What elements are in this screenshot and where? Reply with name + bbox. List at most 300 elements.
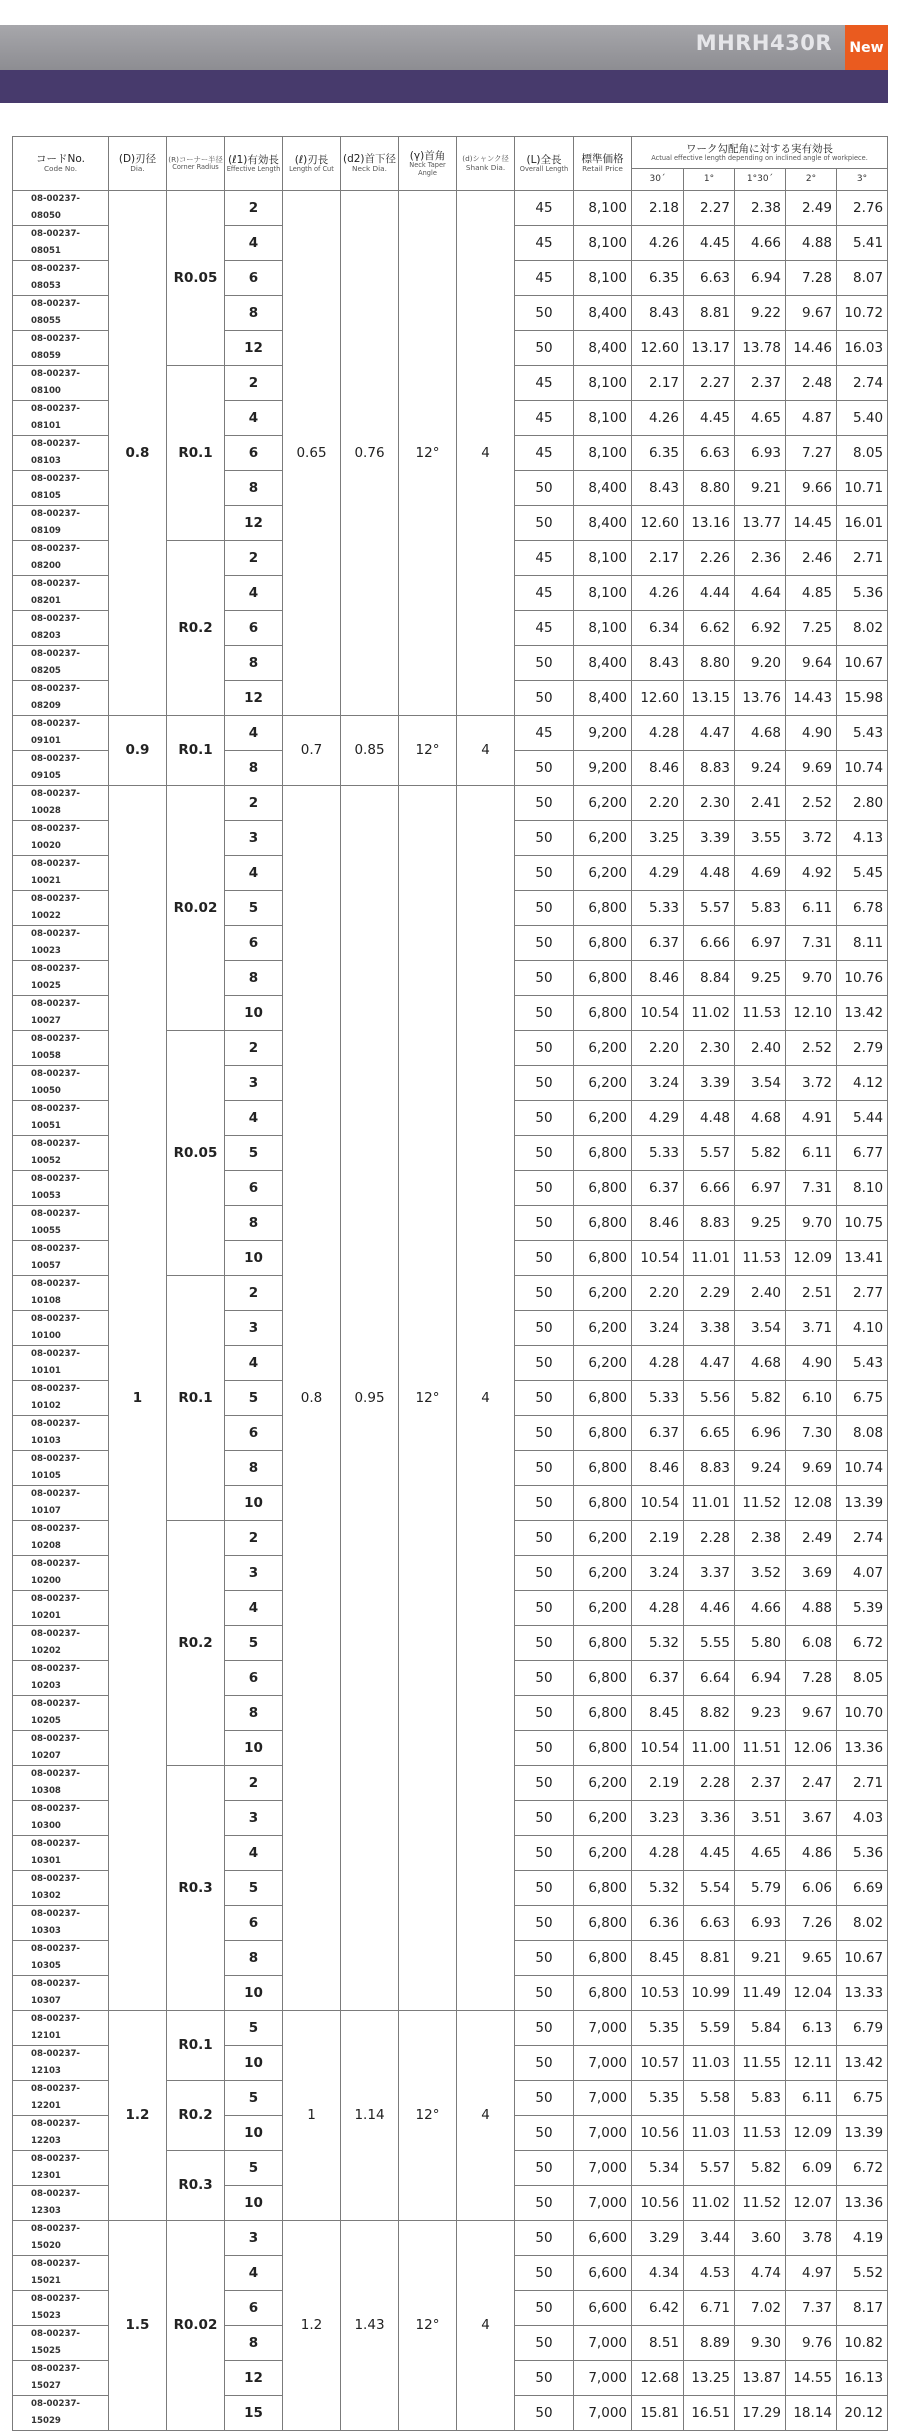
angle-value-cell: 16.51 xyxy=(684,2396,735,2431)
angle-value-cell: 6.34 xyxy=(632,611,684,646)
eff-length-cell: 8 xyxy=(225,296,283,331)
eff-length-cell: 2 xyxy=(225,541,283,576)
angle-value-cell: 12.09 xyxy=(786,1241,837,1276)
cut-length-cell: 0.65 xyxy=(283,191,341,716)
price-cell: 6,200 xyxy=(574,821,632,856)
angle-value-cell: 13.25 xyxy=(684,2361,735,2396)
angle-value-cell: 11.49 xyxy=(735,1976,786,2011)
table-body xyxy=(13,191,888,2431)
code-cell: 08-00237-15020 xyxy=(13,2221,109,2256)
angle-value-cell: 5.57 xyxy=(684,2151,735,2186)
price-cell: 6,800 xyxy=(574,1731,632,1766)
code-cell: 08-00237-10058 xyxy=(13,1031,109,1066)
overall-length-cell: 45 xyxy=(515,716,574,751)
angle-value-cell: 11.02 xyxy=(684,2186,735,2221)
price-cell: 6,200 xyxy=(574,1766,632,1801)
overall-length-cell: 50 xyxy=(515,681,574,716)
angle-value-cell: 9.23 xyxy=(735,1696,786,1731)
angle-value-cell: 8.84 xyxy=(684,961,735,996)
angle-value-cell: 4.91 xyxy=(786,1101,837,1136)
angle-value-cell: 4.26 xyxy=(632,226,684,261)
cut-length-cell: 0.8 xyxy=(283,786,341,2011)
eff-length-cell: 5 xyxy=(225,891,283,926)
overall-length-cell: 50 xyxy=(515,786,574,821)
angle-value-cell: 3.38 xyxy=(684,1311,735,1346)
overall-length-cell: 50 xyxy=(515,2361,574,2396)
price-cell: 8,100 xyxy=(574,191,632,226)
overall-length-cell: 50 xyxy=(515,471,574,506)
eff-length-cell: 3 xyxy=(225,1556,283,1591)
angle-value-cell: 4.03 xyxy=(837,1801,888,1836)
angle-value-cell: 7.31 xyxy=(786,926,837,961)
angle-value-cell: 16.03 xyxy=(837,331,888,366)
price-cell: 7,000 xyxy=(574,2046,632,2081)
angle-value-cell: 14.55 xyxy=(786,2361,837,2396)
price-cell: 7,000 xyxy=(574,2396,632,2431)
angle-value-cell: 2.20 xyxy=(632,1031,684,1066)
price-cell: 6,800 xyxy=(574,1416,632,1451)
angle-value-cell: 2.18 xyxy=(632,191,684,226)
overall-length-cell: 50 xyxy=(515,2326,574,2361)
price-cell: 8,100 xyxy=(574,611,632,646)
eff-length-cell: 3 xyxy=(225,1066,283,1101)
angle-value-cell: 6.92 xyxy=(735,611,786,646)
angle-value-cell: 6.37 xyxy=(632,926,684,961)
price-cell: 8,100 xyxy=(574,436,632,471)
angle-value-cell: 2.76 xyxy=(837,191,888,226)
code-cell: 08-00237-10028 xyxy=(13,786,109,821)
col-dia: (D)刃径 Dia. xyxy=(109,137,167,191)
overall-length-cell: 50 xyxy=(515,1311,574,1346)
price-cell: 6,800 xyxy=(574,996,632,1031)
neck-dia-cell: 0.76 xyxy=(341,191,399,716)
angle-value-cell: 3.78 xyxy=(786,2221,837,2256)
overall-length-cell: 50 xyxy=(515,2221,574,2256)
table-row xyxy=(13,716,888,751)
price-cell: 6,800 xyxy=(574,1661,632,1696)
eff-length-cell: 6 xyxy=(225,1171,283,1206)
dia-cell: 1 xyxy=(109,786,167,2011)
angle-value-cell: 4.45 xyxy=(684,226,735,261)
price-cell: 6,200 xyxy=(574,1801,632,1836)
angle-value-cell: 8.80 xyxy=(684,646,735,681)
col-price: 標準価格 Retail Price xyxy=(574,137,632,191)
price-cell: 6,200 xyxy=(574,1066,632,1101)
angle-2deg: 2° xyxy=(786,169,837,191)
eff-length-cell: 12 xyxy=(225,681,283,716)
angle-value-cell: 10.67 xyxy=(837,646,888,681)
angle-value-cell: 3.54 xyxy=(735,1311,786,1346)
price-cell: 6,800 xyxy=(574,1871,632,1906)
code-cell: 08-00237-12301 xyxy=(13,2151,109,2186)
angle-value-cell: 17.29 xyxy=(735,2396,786,2431)
angle-value-cell: 15.98 xyxy=(837,681,888,716)
code-cell: 08-00237-10208 xyxy=(13,1521,109,1556)
angle-value-cell: 5.36 xyxy=(837,576,888,611)
angle-value-cell: 8.83 xyxy=(684,751,735,786)
code-cell: 08-00237-10202 xyxy=(13,1626,109,1661)
angle-value-cell: 6.13 xyxy=(786,2011,837,2046)
overall-length-cell: 50 xyxy=(515,2011,574,2046)
code-cell: 08-00237-10108 xyxy=(13,1276,109,1311)
angle-value-cell: 4.87 xyxy=(786,401,837,436)
price-cell: 6,800 xyxy=(574,1696,632,1731)
angle-value-cell: 6.77 xyxy=(837,1136,888,1171)
angle-value-cell: 2.71 xyxy=(837,1766,888,1801)
overall-length-cell: 50 xyxy=(515,926,574,961)
col-overall: (L)全長 Overall Length xyxy=(515,137,574,191)
price-cell: 6,200 xyxy=(574,1521,632,1556)
overall-length-cell: 50 xyxy=(515,1066,574,1101)
angle-value-cell: 2.27 xyxy=(684,366,735,401)
angle-value-cell: 8.46 xyxy=(632,751,684,786)
code-cell: 08-00237-10027 xyxy=(13,996,109,1031)
radius-cell: R0.05 xyxy=(167,1031,225,1276)
angle-value-cell: 4.68 xyxy=(735,716,786,751)
angle-30min: 30´ xyxy=(632,169,684,191)
angle-value-cell: 2.19 xyxy=(632,1766,684,1801)
code-cell: 08-00237-10203 xyxy=(13,1661,109,1696)
angle-value-cell: 5.41 xyxy=(837,226,888,261)
angle-value-cell: 8.11 xyxy=(837,926,888,961)
angle-value-cell: 3.37 xyxy=(684,1556,735,1591)
code-cell: 08-00237-12101 xyxy=(13,2011,109,2046)
price-cell: 6,200 xyxy=(574,1556,632,1591)
price-cell: 6,600 xyxy=(574,2256,632,2291)
angle-value-cell: 6.78 xyxy=(837,891,888,926)
angle-value-cell: 2.17 xyxy=(632,366,684,401)
eff-length-cell: 2 xyxy=(225,1276,283,1311)
eff-length-cell: 6 xyxy=(225,1906,283,1941)
neck-dia-cell: 0.85 xyxy=(341,716,399,786)
price-cell: 6,800 xyxy=(574,1381,632,1416)
eff-length-cell: 6 xyxy=(225,1661,283,1696)
overall-length-cell: 50 xyxy=(515,1871,574,1906)
angle-value-cell: 4.48 xyxy=(684,1101,735,1136)
radius-cell: R0.3 xyxy=(167,1766,225,2011)
price-cell: 8,400 xyxy=(574,331,632,366)
code-cell: 08-00237-08101 xyxy=(13,401,109,436)
angle-value-cell: 5.45 xyxy=(837,856,888,891)
eff-length-cell: 4 xyxy=(225,716,283,751)
angle-value-cell: 12.07 xyxy=(786,2186,837,2221)
price-cell: 6,600 xyxy=(574,2291,632,2326)
dia-cell: 0.9 xyxy=(109,716,167,786)
overall-length-cell: 45 xyxy=(515,226,574,261)
col-eff: (ℓ1)有効長 Effective Length xyxy=(225,137,283,191)
angle-value-cell: 6.35 xyxy=(632,436,684,471)
eff-length-cell: 2 xyxy=(225,1031,283,1066)
price-cell: 6,200 xyxy=(574,1031,632,1066)
angle-value-cell: 2.38 xyxy=(735,1521,786,1556)
angle-value-cell: 14.45 xyxy=(786,506,837,541)
angle-value-cell: 6.97 xyxy=(735,1171,786,1206)
angle-value-cell: 10.71 xyxy=(837,471,888,506)
angle-value-cell: 8.89 xyxy=(684,2326,735,2361)
angle-value-cell: 3.72 xyxy=(786,1066,837,1101)
angle-value-cell: 6.11 xyxy=(786,2081,837,2116)
angle-value-cell: 9.30 xyxy=(735,2326,786,2361)
angle-value-cell: 5.56 xyxy=(684,1381,735,1416)
angle-value-cell: 6.71 xyxy=(684,2291,735,2326)
angle-value-cell: 8.17 xyxy=(837,2291,888,2326)
angle-value-cell: 12.60 xyxy=(632,681,684,716)
angle-value-cell: 6.75 xyxy=(837,2081,888,2116)
angle-value-cell: 2.28 xyxy=(684,1521,735,1556)
shank-dia-cell: 4 xyxy=(457,2011,515,2221)
angle-value-cell: 8.81 xyxy=(684,296,735,331)
overall-length-cell: 50 xyxy=(515,1556,574,1591)
col-code: コードNo. Code No. xyxy=(13,137,109,191)
angle-value-cell: 12.60 xyxy=(632,506,684,541)
code-cell: 08-00237-10100 xyxy=(13,1311,109,1346)
angle-value-cell: 7.37 xyxy=(786,2291,837,2326)
angle-value-cell: 5.57 xyxy=(684,1136,735,1171)
code-cell: 08-00237-08059 xyxy=(13,331,109,366)
angle-value-cell: 11.00 xyxy=(684,1731,735,1766)
angle-value-cell: 4.86 xyxy=(786,1836,837,1871)
angle-value-cell: 13.41 xyxy=(837,1241,888,1276)
angle-value-cell: 3.55 xyxy=(735,821,786,856)
angle-value-cell: 6.94 xyxy=(735,261,786,296)
shank-dia-cell: 4 xyxy=(457,191,515,716)
angle-value-cell: 4.48 xyxy=(684,856,735,891)
neck-dia-cell: 1.43 xyxy=(341,2221,399,2431)
price-cell: 6,200 xyxy=(574,1591,632,1626)
eff-length-cell: 6 xyxy=(225,1416,283,1451)
col-neck: (d2)首下径 Neck Dia. xyxy=(341,137,399,191)
overall-length-cell: 45 xyxy=(515,436,574,471)
angle-value-cell: 10.54 xyxy=(632,1731,684,1766)
angle-value-cell: 13.78 xyxy=(735,331,786,366)
eff-length-cell: 10 xyxy=(225,1241,283,1276)
angle-value-cell: 9.69 xyxy=(786,751,837,786)
angle-value-cell: 4.65 xyxy=(735,401,786,436)
code-cell: 08-00237-08209 xyxy=(13,681,109,716)
angle-value-cell: 4.19 xyxy=(837,2221,888,2256)
code-cell: 08-00237-10105 xyxy=(13,1451,109,1486)
angle-value-cell: 11.55 xyxy=(735,2046,786,2081)
angle-value-cell: 2.30 xyxy=(684,786,735,821)
overall-length-cell: 50 xyxy=(515,2081,574,2116)
angle-value-cell: 3.54 xyxy=(735,1066,786,1101)
code-cell: 08-00237-10055 xyxy=(13,1206,109,1241)
angle-value-cell: 4.88 xyxy=(786,226,837,261)
angle-value-cell: 4.46 xyxy=(684,1591,735,1626)
code-cell: 08-00237-10103 xyxy=(13,1416,109,1451)
angle-value-cell: 3.24 xyxy=(632,1066,684,1101)
price-cell: 8,100 xyxy=(574,226,632,261)
price-cell: 8,400 xyxy=(574,681,632,716)
code-cell: 08-00237-15023 xyxy=(13,2291,109,2326)
code-cell: 08-00237-10302 xyxy=(13,1871,109,1906)
angle-value-cell: 8.46 xyxy=(632,961,684,996)
price-cell: 6,800 xyxy=(574,1451,632,1486)
angle-value-cell: 3.25 xyxy=(632,821,684,856)
angle-value-cell: 3.72 xyxy=(786,821,837,856)
radius-cell: R0.2 xyxy=(167,1521,225,1766)
angle-value-cell: 2.51 xyxy=(786,1276,837,1311)
price-cell: 8,400 xyxy=(574,506,632,541)
taper-angle-cell: 12° xyxy=(399,191,457,716)
angle-value-cell: 4.66 xyxy=(735,1591,786,1626)
angle-value-cell: 4.68 xyxy=(735,1101,786,1136)
angle-value-cell: 5.43 xyxy=(837,716,888,751)
code-cell: 08-00237-10101 xyxy=(13,1346,109,1381)
angle-value-cell: 12.08 xyxy=(786,1486,837,1521)
angle-value-cell: 2.48 xyxy=(786,366,837,401)
angle-value-cell: 5.33 xyxy=(632,891,684,926)
angle-value-cell: 4.28 xyxy=(632,1836,684,1871)
angle-value-cell: 4.13 xyxy=(837,821,888,856)
radius-cell: R0.05 xyxy=(167,191,225,366)
angle-value-cell: 6.97 xyxy=(735,926,786,961)
angle-value-cell: 2.37 xyxy=(735,1766,786,1801)
angle-value-cell: 9.24 xyxy=(735,751,786,786)
angle-value-cell: 5.55 xyxy=(684,1626,735,1661)
eff-length-cell: 6 xyxy=(225,436,283,471)
price-cell: 6,800 xyxy=(574,1171,632,1206)
eff-length-cell: 6 xyxy=(225,261,283,296)
angle-value-cell: 11.53 xyxy=(735,996,786,1031)
eff-length-cell: 4 xyxy=(225,226,283,261)
angle-value-cell: 10.56 xyxy=(632,2116,684,2151)
angle-value-cell: 2.20 xyxy=(632,786,684,821)
overall-length-cell: 50 xyxy=(515,1661,574,1696)
overall-length-cell: 50 xyxy=(515,2151,574,2186)
angle-value-cell: 7.28 xyxy=(786,1661,837,1696)
price-cell: 6,800 xyxy=(574,926,632,961)
overall-length-cell: 50 xyxy=(515,1766,574,1801)
angle-value-cell: 2.46 xyxy=(786,541,837,576)
angle-value-cell: 4.45 xyxy=(684,401,735,436)
angle-value-cell: 6.65 xyxy=(684,1416,735,1451)
angle-value-cell: 2.37 xyxy=(735,366,786,401)
angle-value-cell: 13.39 xyxy=(837,1486,888,1521)
angle-value-cell: 3.39 xyxy=(684,1066,735,1101)
angle-value-cell: 13.77 xyxy=(735,506,786,541)
angle-value-cell: 13.33 xyxy=(837,1976,888,2011)
angle-value-cell: 8.02 xyxy=(837,1906,888,1941)
angle-value-cell: 5.58 xyxy=(684,2081,735,2116)
code-cell: 08-00237-10300 xyxy=(13,1801,109,1836)
angle-value-cell: 11.02 xyxy=(684,996,735,1031)
price-cell: 7,000 xyxy=(574,2116,632,2151)
overall-length-cell: 50 xyxy=(515,821,574,856)
angle-value-cell: 5.82 xyxy=(735,2151,786,2186)
angle-value-cell: 6.94 xyxy=(735,1661,786,1696)
price-cell: 6,800 xyxy=(574,1906,632,1941)
overall-length-cell: 50 xyxy=(515,1031,574,1066)
angle-value-cell: 2.74 xyxy=(837,1521,888,1556)
angle-value-cell: 11.52 xyxy=(735,1486,786,1521)
eff-length-cell: 4 xyxy=(225,1591,283,1626)
eff-length-cell: 8 xyxy=(225,961,283,996)
code-cell: 08-00237-08053 xyxy=(13,261,109,296)
overall-length-cell: 45 xyxy=(515,541,574,576)
angle-value-cell: 3.71 xyxy=(786,1311,837,1346)
price-cell: 6,800 xyxy=(574,1976,632,2011)
overall-length-cell: 50 xyxy=(515,1731,574,1766)
code-cell: 08-00237-08051 xyxy=(13,226,109,261)
angle-value-cell: 2.80 xyxy=(837,786,888,821)
angle-value-cell: 2.74 xyxy=(837,366,888,401)
angle-value-cell: 6.08 xyxy=(786,1626,837,1661)
angle-value-cell: 11.01 xyxy=(684,1486,735,1521)
angle-value-cell: 8.45 xyxy=(632,1696,684,1731)
table-row xyxy=(13,786,888,821)
angle-value-cell: 8.45 xyxy=(632,1941,684,1976)
angle-value-cell: 13.42 xyxy=(837,2046,888,2081)
angle-value-cell: 3.23 xyxy=(632,1801,684,1836)
angle-value-cell: 2.41 xyxy=(735,786,786,821)
code-cell: 08-00237-10020 xyxy=(13,821,109,856)
angle-value-cell: 4.26 xyxy=(632,576,684,611)
angle-value-cell: 2.79 xyxy=(837,1031,888,1066)
angle-value-cell: 6.72 xyxy=(837,1626,888,1661)
angle-value-cell: 4.34 xyxy=(632,2256,684,2291)
price-cell: 9,200 xyxy=(574,716,632,751)
angle-value-cell: 5.32 xyxy=(632,1871,684,1906)
overall-length-cell: 50 xyxy=(515,1416,574,1451)
angle-value-cell: 2.19 xyxy=(632,1521,684,1556)
angle-value-cell: 6.11 xyxy=(786,891,837,926)
code-cell: 08-00237-10053 xyxy=(13,1171,109,1206)
table-row xyxy=(13,2221,888,2256)
angle-value-cell: 6.79 xyxy=(837,2011,888,2046)
angle-value-cell: 3.29 xyxy=(632,2221,684,2256)
eff-length-cell: 3 xyxy=(225,821,283,856)
angle-value-cell: 2.49 xyxy=(786,191,837,226)
angle-value-cell: 5.80 xyxy=(735,1626,786,1661)
col-cut: (ℓ)刃長 Length of Cut xyxy=(283,137,341,191)
angle-value-cell: 12.09 xyxy=(786,2116,837,2151)
angle-value-cell: 6.69 xyxy=(837,1871,888,1906)
eff-length-cell: 4 xyxy=(225,576,283,611)
overall-length-cell: 50 xyxy=(515,1906,574,1941)
angle-value-cell: 3.67 xyxy=(786,1801,837,1836)
eff-length-cell: 4 xyxy=(225,2256,283,2291)
angle-value-cell: 7.27 xyxy=(786,436,837,471)
code-cell: 08-00237-10207 xyxy=(13,1731,109,1766)
eff-length-cell: 4 xyxy=(225,856,283,891)
code-cell: 08-00237-10308 xyxy=(13,1766,109,1801)
angle-value-cell: 11.51 xyxy=(735,1731,786,1766)
angle-value-cell: 6.09 xyxy=(786,2151,837,2186)
eff-length-cell: 5 xyxy=(225,1871,283,1906)
angle-value-cell: 2.20 xyxy=(632,1276,684,1311)
angle-value-cell: 11.03 xyxy=(684,2116,735,2151)
angle-value-cell: 12.11 xyxy=(786,2046,837,2081)
shank-dia-cell: 4 xyxy=(457,716,515,786)
angle-value-cell: 4.44 xyxy=(684,576,735,611)
angle-value-cell: 9.21 xyxy=(735,1941,786,1976)
taper-angle-cell: 12° xyxy=(399,716,457,786)
angle-value-cell: 7.30 xyxy=(786,1416,837,1451)
angle-value-cell: 6.93 xyxy=(735,1906,786,1941)
code-cell: 08-00237-08103 xyxy=(13,436,109,471)
angle-value-cell: 3.24 xyxy=(632,1311,684,1346)
angle-value-cell: 10.57 xyxy=(632,2046,684,2081)
code-cell: 08-00237-09101 xyxy=(13,716,109,751)
radius-cell: R0.3 xyxy=(167,2151,225,2221)
angle-value-cell: 4.69 xyxy=(735,856,786,891)
code-cell: 08-00237-08105 xyxy=(13,471,109,506)
angle-value-cell: 10.74 xyxy=(837,1451,888,1486)
angle-value-cell: 13.36 xyxy=(837,1731,888,1766)
angle-value-cell: 7.28 xyxy=(786,261,837,296)
overall-length-cell: 45 xyxy=(515,401,574,436)
